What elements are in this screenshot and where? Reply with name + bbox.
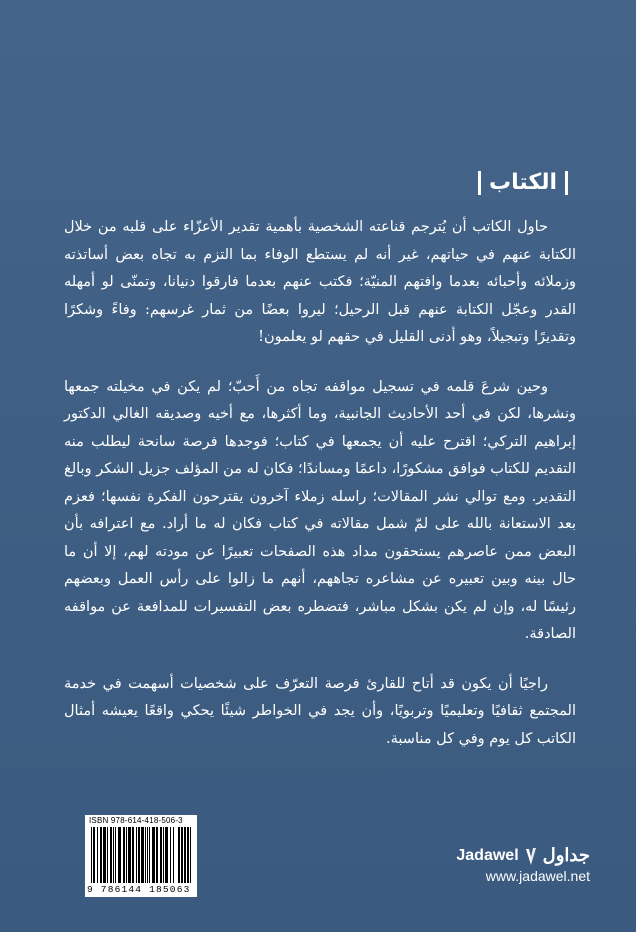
barcode-bar xyxy=(157,827,158,883)
barcode-bar xyxy=(147,827,148,883)
barcode-bar xyxy=(115,827,116,883)
barcode-bar xyxy=(91,827,92,883)
blurb-text xyxy=(64,214,576,775)
isbn-label: ISBN 978-614-418-506-3 xyxy=(89,816,183,825)
barcode-bar xyxy=(181,827,182,883)
barcode-bar xyxy=(132,827,133,883)
barcode-bar xyxy=(110,827,111,883)
barcode-bar xyxy=(142,827,143,883)
barcode-bar xyxy=(178,827,179,883)
barcode-bar xyxy=(154,827,155,883)
publisher-website: www.jadawel.net xyxy=(485,868,590,884)
barcode-bar xyxy=(104,827,105,883)
barcode-bar xyxy=(182,827,183,883)
publisher-logo xyxy=(440,845,590,884)
barcode-bar xyxy=(136,827,137,883)
barcode-bar xyxy=(173,827,174,883)
blurb-paragraph-3: راجيًا أن يكون قد أتاح للقارئ فرصة التعرّف على شخصيات أسهمت في خدمة المجتمع ثقافيًا وتعليميًا وتربويًا، وأن يجد في الخواطر شيئًا يحكي واقعًا يعيشه أمثال الكاتب كل يوم وفي كل مناسبة. xyxy=(64,675,576,747)
barcode-bar xyxy=(111,827,112,883)
barcode-bar xyxy=(190,827,191,883)
barcode-bar xyxy=(163,827,164,883)
barcode-bar xyxy=(149,827,150,883)
barcode-bar xyxy=(128,827,129,883)
barcode-bar xyxy=(145,827,146,883)
section-heading xyxy=(470,170,576,195)
isbn-barcode xyxy=(85,815,197,897)
barcode-bar xyxy=(97,827,98,883)
barcode-bar xyxy=(123,827,124,883)
barcode-bar xyxy=(188,827,189,883)
barcode-bar xyxy=(143,827,144,883)
barcode-bar xyxy=(139,827,140,883)
publisher-name-arabic: جداول xyxy=(542,845,590,865)
barcode-bar xyxy=(94,827,95,883)
heading-bar-left xyxy=(478,171,481,195)
barcode-bar xyxy=(105,827,106,883)
heading-bar-right xyxy=(565,171,568,195)
barcode-bar xyxy=(103,827,104,883)
barcode-bar xyxy=(166,827,167,883)
isbn-digits: 9 786144 185063 xyxy=(87,884,191,895)
barcode-bar xyxy=(165,827,166,883)
barcode-bar xyxy=(126,827,127,883)
barcode-bar xyxy=(130,827,131,883)
barcode-bar xyxy=(141,827,142,883)
barcode-bar xyxy=(185,827,186,883)
publisher-leaf-icon xyxy=(524,846,538,866)
barcode-bar xyxy=(93,827,94,883)
barcode-bar xyxy=(101,827,102,883)
barcode-bar xyxy=(184,827,185,883)
barcode-bar xyxy=(152,827,153,883)
barcode-bar xyxy=(161,827,162,883)
barcode-bar xyxy=(113,827,114,883)
barcode-bar xyxy=(160,827,161,883)
barcode-bar xyxy=(120,827,121,883)
barcode-bar xyxy=(179,827,180,883)
blurb-paragraph-1: حاول الكاتب أن يُترجم قناعته الشخصية بأهمية تقدير الأعزّاء على قلبه من خلال الكتابة عنهم في حياتهم، غير أنه لم يستطع الوفاء بما التزم به تجاه بعض أساتذته وزملائه وأحبائه بعدما وافتهم المنيّة؛ فكتب عنهم بعدما فارقوا دنيانا، وتمنّى لو أمهله القدر وعجّل الكتابة عنهم قبل الرحيل؛ ليروا بعضًا من ثمار غرسهم: وفاءً وشكرًا وتقديرًا وتبجيلاً، وهو أدنى القليل في حقهم لو يعلمون! xyxy=(64,219,576,345)
barcode-bar xyxy=(100,827,101,883)
heading-title: الكتاب xyxy=(489,170,557,195)
barcode-bar xyxy=(119,827,120,883)
barcode-bar xyxy=(138,827,139,883)
barcode-bar xyxy=(107,827,108,883)
barcode-bar xyxy=(153,827,154,883)
barcode-bar xyxy=(124,827,125,883)
barcode-bar xyxy=(118,827,119,883)
barcode-bar xyxy=(187,827,188,883)
barcode-bar xyxy=(156,827,157,883)
barcode-bar xyxy=(167,827,168,883)
barcode-bar xyxy=(129,827,130,883)
barcode-bar xyxy=(170,827,171,883)
publisher-name-latin: Jadawel xyxy=(456,846,519,864)
barcode-bar xyxy=(133,827,134,883)
barcode-bars xyxy=(91,827,191,883)
blurb-paragraph-2: وحين شرعَ قلمه في تسجيل مواقفه تجاه من أَحبّ؛ لم يكن في مخيلته جمعها ونشرها، لكن في أحد الأحاديث الجانبية، وما أكثرها، مع أخيه وصديقه الغالي الدكتور إبراهيم التركي؛ اقترح عليه أن يجمعها في كتاب؛ فوجدها فرصة سانحة ليطلب منه التقديم للكتاب فوافق مشكورًا، داعمًا ومساندًا؛ فكان له من المؤلف جزيل الشكر وبالغ التقدير. ومع توالي نشر المقالات؛ راسله زملاء آخرون يقترحون الفكرة نفسها؛ فعزم بعد الاستعانة بالله على لمّ شمل مقالاته في كتاب فكان له ما أراد. مع اعترافه بأن البعض ممن عاصرهم يستحقون مداد هذه الصفحات تعبيرًا عن مودته لهم، إلا أن ما حال بينه وبين تعبيره عن مشاعره تجاههم، أنهم ما زالوا على رأس العمل وبعضهم رئيسًا له، وإن لم يكن بشكل مباشر، فتضطره بعض التفسيرات للمدافعة عن مواقفه الصادقة. xyxy=(64,378,576,642)
